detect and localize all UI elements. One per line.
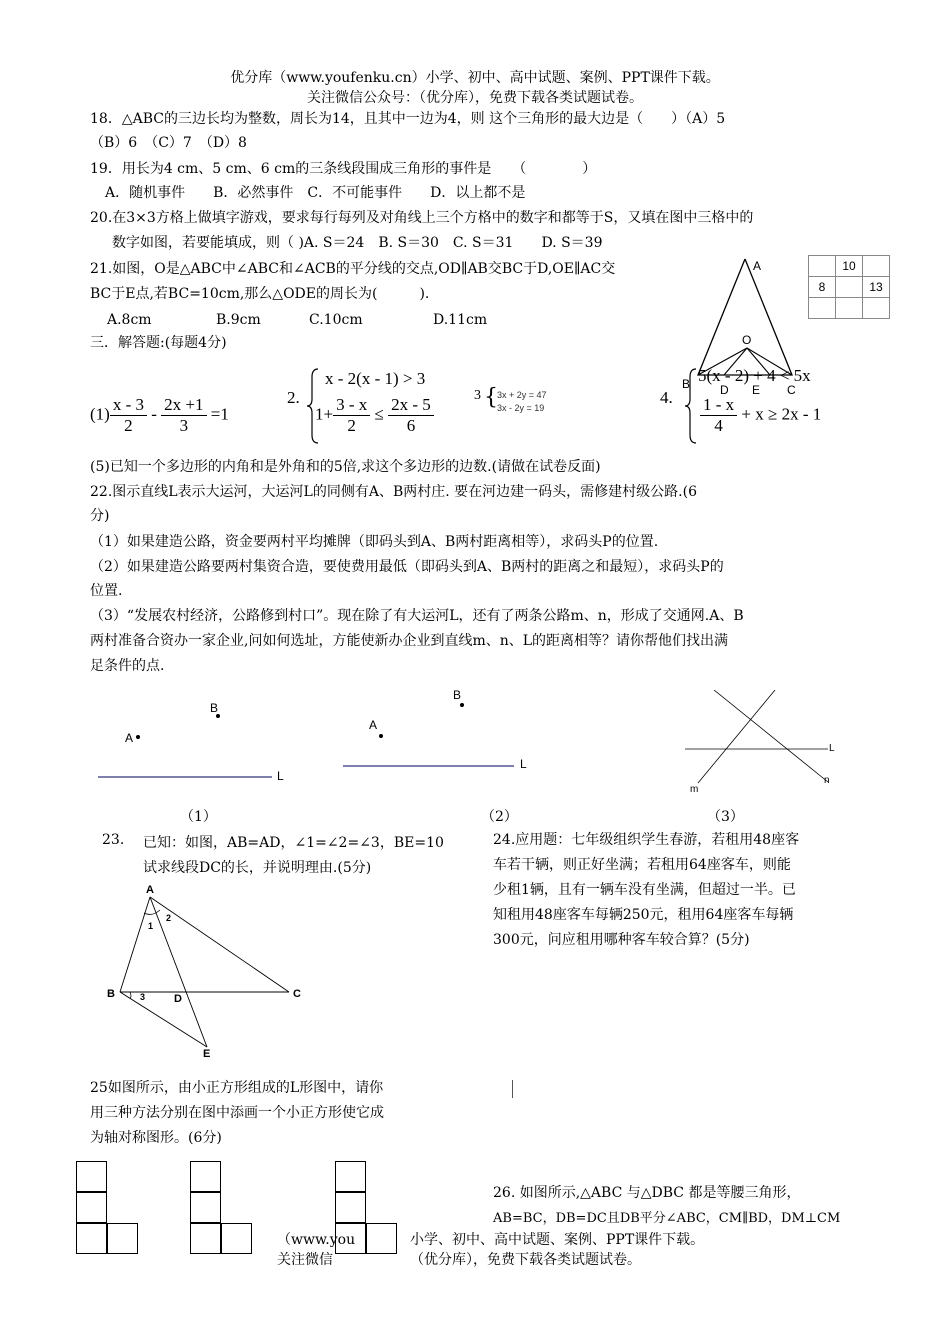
q23-label-b: B xyxy=(107,988,115,1000)
caption-2: （2） xyxy=(481,809,518,825)
q24-line: 车若干辆，则正好坐满；若租用64座客车，则能 xyxy=(493,857,791,873)
q19-options: A．随机事件 B．必然事件 C．不可能事件 D．以上都不是 xyxy=(105,185,526,201)
q21-label-d: D xyxy=(720,383,729,397)
grid-cell xyxy=(863,256,890,277)
q22-part-3b: 两村准备合资办一家企业,问如何选址，方能使新办企业到直线m、n、L的距离相等？请你帮他们找出满 xyxy=(90,633,729,649)
eq2-frac-1-num: 3 - x xyxy=(333,395,370,416)
q23-label-3: 3 xyxy=(140,992,146,1002)
fig3-label-m: m xyxy=(690,784,699,795)
eq1-rhs: =1 xyxy=(210,404,229,424)
q21-label-o: O xyxy=(742,333,752,347)
l-square xyxy=(107,1223,138,1254)
q25-line: 为轴对称图形。(6分) xyxy=(90,1130,222,1146)
eq3-line-1: 3x + 2y = 47 xyxy=(497,390,547,400)
footer-line-2a: 关注微信 xyxy=(277,1252,333,1268)
q21-option-c: C.10cm xyxy=(309,312,363,328)
eq2-le: ≤ xyxy=(374,404,384,424)
q20-line-2: 数字如图，若要能填成，则（ )A. S＝24 B. S＝30 C. S＝31 D. S＝39 xyxy=(112,235,603,251)
q22-part-3a: （3）“发展农村经济，公路修到村口”。现在除了有大运河L，还有了两条公路m、n，形成了交通网.A、B xyxy=(90,608,744,624)
eq1-frac-2 xyxy=(161,395,206,436)
section-3-title: 三．解答题:(每题4分) xyxy=(90,335,227,351)
q23-label-a: A xyxy=(146,884,154,896)
l-square xyxy=(335,1161,366,1192)
q21-line-2: BC于E点,若BC=10cm,那么△ODE的周长为( ). xyxy=(90,286,430,302)
grid-cell xyxy=(863,298,890,319)
q25-line: 25如图所示，由小正方形组成的L形图中，请你 xyxy=(90,1080,384,1096)
eq1 xyxy=(90,395,229,436)
footer-line-1a: （www.you xyxy=(277,1232,356,1248)
eq2-frac-2 xyxy=(388,395,434,436)
q22-part-3c: 足条件的点. xyxy=(90,658,165,674)
q24-line: 300元，问应租用哪种客车较合算？(5分) xyxy=(493,932,750,948)
q23-label-1: 1 xyxy=(148,921,154,931)
eq1-frac-1-den: 2 xyxy=(124,416,133,435)
eq4-line-1: 5(x - 2) + 4 < 5x xyxy=(698,366,811,385)
q21-label-a: A xyxy=(753,259,762,273)
q22-part-1: （1）如果建造公路，资金要两村平均摊牌（即码头到A、B两村距离相等），求码头P的位置. xyxy=(90,534,659,550)
eq1-minus: - xyxy=(151,404,157,424)
q23-triangle-figure xyxy=(100,885,310,1060)
grid-cell: 10 xyxy=(836,256,863,277)
q18-line-1: 18．△ABC的三边长均为整数，周长为14，且其中一边为4，则 这个三角形的最大边是（ ）（A）5 xyxy=(90,111,726,127)
eq1-prefix: (1) xyxy=(90,404,110,424)
eq4-number: 4. xyxy=(660,388,673,407)
q23-label-2: 2 xyxy=(166,913,172,923)
fig1-label-a: A xyxy=(125,731,134,745)
grid-cell: 13 xyxy=(863,277,890,298)
footer-line-2b: （优分库），免费下载各类试题试卷。 xyxy=(410,1252,641,1268)
eq2-line-2 xyxy=(315,395,434,436)
q21-label-b: B xyxy=(682,377,691,391)
q19-line-1: 19．用长为4 cm、5 cm、6 cm的三条线段围成三角形的事件是 （ ） xyxy=(90,161,597,177)
q26-line-1: 26. 如图所示,△ABC 与△DBC 都是等腰三角形， xyxy=(493,1185,801,1201)
fig2-label-a: A xyxy=(369,718,378,732)
magic-square-grid xyxy=(808,255,890,319)
eq4-rest: + x ≥ 2x - 1 xyxy=(741,404,822,424)
grid-cell xyxy=(809,256,836,277)
l-square xyxy=(335,1223,366,1254)
eq2-frac-2-den: 6 xyxy=(406,416,416,435)
fig2-label-b: B xyxy=(453,688,462,702)
header-line-1: 优分库（www.youfenku.cn）小学、初中、高中试题、案例、PPT课件下载。 xyxy=(230,70,720,86)
q23-label-e: E xyxy=(203,1048,211,1060)
eq2-one-plus: 1+ xyxy=(315,404,334,424)
q26-line-2: AB=BC，DB=DC且DB平分∠ABC，CM∥BD，DM⊥CM xyxy=(493,1211,841,1226)
eq1-frac-2-den: 3 xyxy=(179,416,189,435)
footer-line-1b: 小学、初中、高中试题、案例、PPT课件下载。 xyxy=(410,1232,705,1248)
eq1-frac-1 xyxy=(110,395,147,436)
grid-cell xyxy=(809,298,836,319)
q23-line-1: 已知：如图，AB=AD，∠1=∠2=∠3，BE=10 xyxy=(143,835,444,851)
eq1-frac-2-num: 2x +1 xyxy=(161,395,206,416)
eq3-brace: { xyxy=(484,385,498,410)
q5-text: (5)已知一个多边形的内角和是外角和的5倍,求这个多边形的边数.(请做在试卷反面) xyxy=(90,459,601,475)
text-cursor-mark xyxy=(512,1080,513,1098)
l-square xyxy=(366,1223,397,1254)
eq2-line-1: x - 2(x - 1) > 3 xyxy=(325,369,426,388)
q21-line-1: 21.如图，O是△ABC中∠ABC和∠ACB的平分线的交点,OD∥AB交BC于D,OE∥AC交 xyxy=(90,261,616,277)
q23-number: 23. xyxy=(102,832,125,848)
q21-label-e: E xyxy=(752,383,761,397)
caption-3: （3） xyxy=(707,809,744,825)
eq3-number: 3 xyxy=(474,388,481,403)
q22-line-2: 分) xyxy=(90,508,110,524)
q21-label-c: C xyxy=(787,383,796,397)
q23-line-2: 试求线段DC的长，并说明理由.(5分) xyxy=(143,860,372,876)
eq2-number: 2. xyxy=(287,388,300,407)
q21-option-d: D.11cm xyxy=(433,312,488,328)
eq4-brace xyxy=(684,367,698,445)
q22-part-2a: （2）如果建造公路要两村集资合造，要使费用最低（即码头到A、B两村的距离之和最短），求码头P的 xyxy=(90,559,724,575)
q22-line-1: 22.图示直线L表示大运河，大运河L的同侧有A、B两村庄. 要在河边建一码头，需修建村级公路.(6 xyxy=(90,484,697,500)
eq1-frac-1-num: x - 3 xyxy=(110,395,147,416)
q20-line-1: 20.在3×3方格上做填字游戏，要求每行每列及对角线上三个方格中的数字和都等于S，又填在图中三格中的 xyxy=(90,210,754,226)
l-square xyxy=(190,1192,221,1223)
eq2-frac-1-den: 2 xyxy=(347,416,356,435)
header-line-2: 关注微信公众号：（优分库），免费下载各类试题试卷。 xyxy=(307,90,643,106)
l-square xyxy=(335,1192,366,1223)
q22-part-2b: 位置. xyxy=(90,583,123,599)
eq4-frac xyxy=(700,395,737,436)
caption-1: （1） xyxy=(180,809,217,825)
fig2-label-l: L xyxy=(520,757,527,771)
eq2-frac-1 xyxy=(333,395,370,436)
l-square xyxy=(190,1161,221,1192)
eq4-frac-num: 1 - x xyxy=(700,395,737,416)
grid-cell xyxy=(836,277,863,298)
eq4-frac-den: 4 xyxy=(714,416,723,435)
q21-option-a: A.8cm xyxy=(107,312,152,328)
eq3-line-2: 3x - 2y = 19 xyxy=(497,403,545,413)
eq4-line-2 xyxy=(700,395,821,436)
q25-text xyxy=(90,1076,384,1151)
q24-line: 24.应用题：七年级组织学生春游，若租用48座客 xyxy=(493,832,800,848)
l-square xyxy=(190,1223,221,1254)
l-square xyxy=(76,1223,107,1254)
fig1-label-l: L xyxy=(277,769,284,783)
q23-label-d: D xyxy=(174,993,182,1005)
fig3-label-n: n xyxy=(824,775,830,786)
eq2-frac-2-num: 2x - 5 xyxy=(388,395,434,416)
grid-cell xyxy=(836,298,863,319)
q24-line: 少租1辆，且有一辆车没有坐满，但超过一半。已 xyxy=(493,882,796,898)
q24-line: 知租用48座客车每辆250元，租用64座客车每辆 xyxy=(493,907,794,923)
q18-line-2: （B）6 （C）7 （D）8 xyxy=(90,135,247,151)
grid-cell: 8 xyxy=(809,277,836,298)
l-square xyxy=(221,1223,252,1254)
fig1-label-b: B xyxy=(210,701,219,715)
l-square xyxy=(76,1161,107,1192)
q23-label-c: C xyxy=(293,988,301,1000)
fig3-label-l: L xyxy=(829,743,835,754)
q21-option-b: B.9cm xyxy=(216,312,261,328)
l-square xyxy=(76,1192,107,1223)
q24-text xyxy=(493,828,799,953)
q25-line: 用三种方法分别在图中添画一个小正方形使它成 xyxy=(90,1105,384,1121)
